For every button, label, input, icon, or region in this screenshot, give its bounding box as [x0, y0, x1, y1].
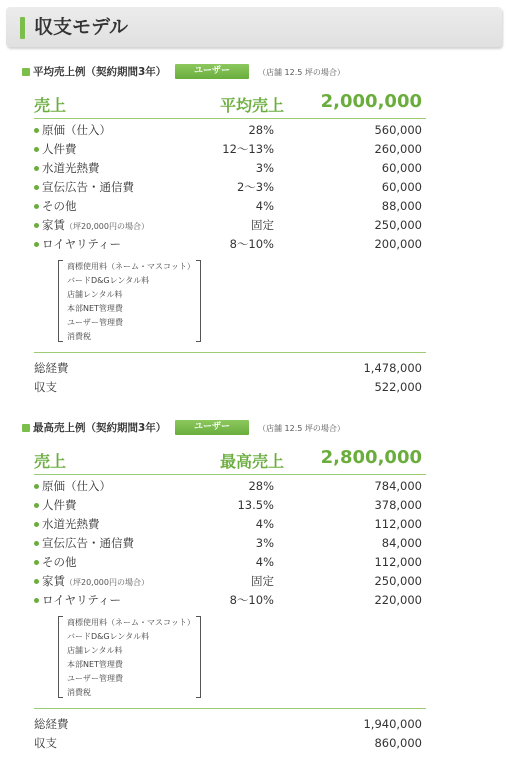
expense-amount: 220,000 — [374, 593, 422, 607]
right-bracket — [196, 260, 201, 342]
row-bullet-icon — [34, 128, 39, 133]
row-bullet-icon — [34, 541, 39, 546]
expense-name: 人件費 — [42, 142, 77, 156]
expense-rate: 4% — [255, 199, 274, 213]
row-bullet-icon — [34, 147, 39, 152]
expense-note: （坪20,000円の場合） — [65, 578, 149, 587]
expense-row — [34, 235, 426, 254]
expense-amount: 60,000 — [381, 180, 422, 194]
section-note: （店舗 12.5 坪の場合） — [258, 424, 345, 433]
expense-rate: 8～10% — [229, 593, 274, 607]
expense-name: ロイヤリティー — [42, 237, 122, 251]
profit-amount: 522,000 — [374, 380, 422, 394]
page-title: 収支モデル — [34, 16, 129, 38]
expense-row — [34, 515, 426, 534]
sales-header-row — [34, 447, 426, 475]
row-bullet-icon — [34, 522, 39, 527]
total-separator — [34, 352, 426, 353]
sales-column-label: 最高売上 — [220, 452, 285, 471]
royalty-item: 商標使用料（ネーム・マスコット） — [67, 618, 195, 627]
royalty-item: 本部NET管理費 — [67, 304, 123, 313]
profit-row — [34, 734, 426, 753]
expense-amount: 784,000 — [374, 479, 422, 493]
section-note: （店舗 12.5 坪の場合） — [258, 68, 345, 77]
expense-amount: 250,000 — [374, 218, 422, 232]
section-bullet-icon — [22, 424, 30, 432]
expense-amount: 250,000 — [374, 574, 422, 588]
expense-rate: 12～13% — [222, 142, 274, 156]
expense-name: ロイヤリティー — [42, 593, 122, 607]
right-bracket — [196, 616, 201, 698]
expense-rate: 2～3% — [236, 180, 274, 194]
section-header — [22, 65, 502, 81]
expense-amount: 88,000 — [381, 199, 422, 213]
expense-row — [34, 216, 426, 235]
royalty-item: バードD&Gレンタル料 — [67, 632, 150, 641]
sales-amount: 2,000,000 — [320, 91, 422, 112]
expense-row — [34, 591, 426, 610]
royalty-item: 店舗レンタル料 — [67, 646, 123, 655]
expense-rate: 固定 — [251, 574, 274, 588]
expense-row — [34, 121, 426, 140]
profit-label: 収支 — [34, 736, 57, 750]
expense-amount: 378,000 — [374, 498, 422, 512]
expense-row — [34, 477, 426, 496]
row-bullet-icon — [34, 166, 39, 171]
royalty-item: 消費税 — [67, 332, 91, 341]
expense-name: 宣伝広告・通信費 — [42, 536, 134, 550]
expense-rate: 固定 — [251, 218, 274, 232]
user-badge: ユーザー — [175, 64, 249, 79]
expense-rate: 3% — [255, 161, 274, 175]
expense-amount: 84,000 — [381, 536, 422, 550]
row-bullet-icon — [34, 598, 39, 603]
expense-note: （坪20,000円の場合） — [65, 222, 149, 231]
page-header — [6, 7, 502, 47]
row-bullet-icon — [34, 223, 39, 228]
expense-name: 宣伝広告・通信費 — [42, 180, 134, 194]
header-accent-bar — [20, 17, 25, 39]
profit-row — [34, 378, 426, 397]
row-bullet-icon — [34, 242, 39, 247]
section-average-sales — [0, 65, 509, 400]
total-expense-row — [34, 359, 426, 378]
royalty-item: 店舗レンタル料 — [67, 290, 123, 299]
total-separator — [34, 708, 426, 709]
expense-amount: 200,000 — [374, 237, 422, 251]
expense-name: 人件費 — [42, 498, 77, 512]
expense-row — [34, 496, 426, 515]
expense-rate: 4% — [255, 517, 274, 531]
expense-amount: 112,000 — [374, 517, 422, 531]
total-expense-amount: 1,478,000 — [363, 361, 422, 375]
row-bullet-icon — [34, 560, 39, 565]
row-bullet-icon — [34, 204, 39, 209]
expense-row — [34, 197, 426, 216]
royalty-items — [67, 616, 195, 700]
expense-name: 水道光熱費 — [42, 161, 100, 175]
sales-column-label: 平均売上 — [220, 96, 285, 115]
expense-row — [34, 572, 426, 591]
expense-name — [42, 216, 149, 236]
royalty-breakdown — [58, 260, 201, 342]
total-expense-row — [34, 715, 426, 734]
royalty-breakdown — [58, 616, 201, 698]
row-bullet-icon — [34, 579, 39, 584]
expense-name: 原価（仕入） — [42, 479, 111, 493]
sales-label: 売上 — [34, 96, 67, 115]
royalty-item: 消費税 — [67, 688, 91, 697]
royalty-item: ユーザー管理費 — [67, 318, 123, 327]
expense-name: 原価（仕入） — [42, 123, 111, 137]
expense-amount: 560,000 — [374, 123, 422, 137]
section-title: 平均売上例（契約期間3年） — [33, 66, 167, 78]
row-bullet-icon — [34, 484, 39, 489]
expense-name-text: 家賃 — [42, 574, 65, 588]
expense-row — [34, 178, 426, 197]
total-expense-label: 総経費 — [34, 717, 69, 731]
user-badge: ユーザー — [175, 420, 249, 435]
expense-row — [34, 159, 426, 178]
expense-rate: 8～10% — [229, 237, 274, 251]
expense-name: その他 — [42, 199, 77, 213]
row-bullet-icon — [34, 185, 39, 190]
expense-amount: 60,000 — [381, 161, 422, 175]
total-expense-label: 総経費 — [34, 361, 69, 375]
royalty-item: ユーザー管理費 — [67, 674, 123, 683]
expense-rate: 13.5% — [237, 498, 274, 512]
expense-rate: 28% — [248, 479, 274, 493]
left-bracket — [58, 260, 63, 342]
sales-label: 売上 — [34, 452, 67, 471]
total-expense-amount: 1,940,000 — [363, 717, 422, 731]
expense-rate: 28% — [248, 123, 274, 137]
profit-label: 収支 — [34, 380, 57, 394]
expense-name — [42, 572, 149, 592]
expense-row — [34, 553, 426, 572]
row-bullet-icon — [34, 503, 39, 508]
expense-name: 水道光熱費 — [42, 517, 100, 531]
expense-rate: 4% — [255, 555, 274, 569]
royalty-item: 商標使用料（ネーム・マスコット） — [67, 262, 195, 271]
left-bracket — [58, 616, 63, 698]
expense-name-text: 家賃 — [42, 218, 65, 232]
royalty-item: バードD&Gレンタル料 — [67, 276, 150, 285]
expense-row — [34, 534, 426, 553]
royalty-items — [67, 260, 195, 344]
expense-amount: 260,000 — [374, 142, 422, 156]
royalty-item: 本部NET管理費 — [67, 660, 123, 669]
section-bullet-icon — [22, 68, 30, 76]
sales-amount: 2,800,000 — [320, 447, 422, 468]
profit-amount: 860,000 — [374, 736, 422, 750]
sales-header-row — [34, 91, 426, 119]
section-title: 最高売上例（契約期間3年） — [33, 422, 167, 434]
section-header — [22, 421, 502, 437]
expense-name: その他 — [42, 555, 77, 569]
expense-row — [34, 140, 426, 159]
expense-amount: 112,000 — [374, 555, 422, 569]
section-max-sales — [0, 421, 509, 761]
expense-rate: 3% — [255, 536, 274, 550]
